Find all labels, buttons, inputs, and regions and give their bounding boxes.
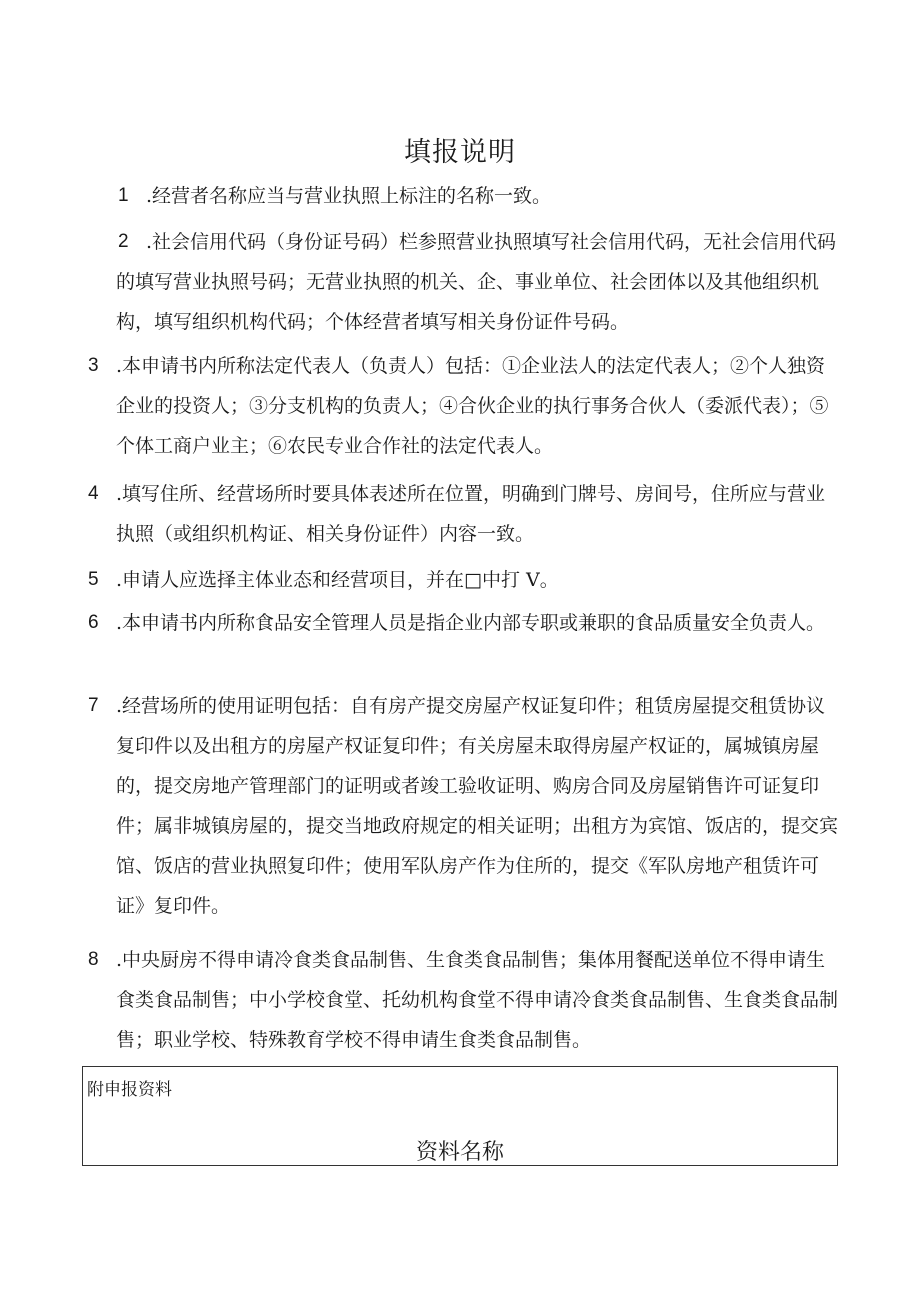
instruction-item-3 [88,346,840,466]
page-title: 填报说明 [404,137,516,168]
item-text: .填写住所、经营场所时要具体表述所在位置，明确到门牌号、房间号，住所应与营业执照（或组织机构证、相关身份证件）内容一致。 [116,483,826,545]
item-number: 7 [88,695,99,716]
item-number: 5 [88,569,99,590]
item-text: .中央厨房不得申请冷食类食品制售、生食类食品制售；集体用餐配送单位不得申请生食类食品制售；中小学校食堂、托幼机构食堂不得申请冷食类食品制售、生食类食品制售；职业学校、特殊教育学校不得申请生食类食品制售。 [116,949,839,1051]
item-number: 3 [88,355,99,376]
item-text: .经营场所的使用证明包括：自有房产提交房屋产权证复印件；租赁房屋提交租赁协议复印件以及出租方的房屋产权证复印件；有关房屋未取得房屋产权证的，属城镇房屋的，提交房地产管理部门的证明或者竣工验收证明、购房合同及房屋销售许可证复印件；属非城镇房屋的，提交当地政府规定的相关证明；出租方为宾馆、饭店的，提交宾馆、饭店的营业执照复印件；使用军队房产作为住所的，提交《军队房地产租赁许可证》复印件。 [116,695,839,917]
instruction-item-7 [88,686,840,926]
instruction-item-1 [88,176,840,216]
item-number: 1 [118,185,129,206]
item-text: .社会信用代码（身份证号码）栏参照营业执照填写社会信用代码，无社会信用代码的填写营业执照号码；无营业执照的机关、企、事业单位、社会团体以及其他组织机构，填写组织机构代码；个体经营者填写相关身份证件号码。 [116,231,837,333]
instruction-item-5 [88,560,840,600]
instruction-item-8 [88,940,840,1060]
item-text: .经营者名称应当与营业执照上标注的名称一致。 [146,185,552,207]
item-text: .本申请书内所称食品安全管理人员是指企业内部专职或兼职的食品质量安全负责人。 [116,612,826,634]
materials-heading: 附申报资料 [87,1080,172,1100]
instruction-item-6 [88,603,840,643]
item-number: 4 [88,483,99,504]
instruction-item-2 [88,222,840,342]
materials-table [82,1066,838,1166]
materials-column-name: 资料名称 [415,1140,504,1165]
item-number: 6 [88,612,99,633]
instruction-item-4 [88,474,840,554]
item-number: 8 [88,949,99,970]
item-number: 2 [118,231,129,252]
item-text: .申请人应选择主体业态和经营项目，并在□中打 V。 [116,569,559,591]
item-text: .本申请书内所称法定代表人（负责人）包括：①企业法人的法定代表人；②个人独资企业的投资人；③分支机构的负责人；④合伙企业的执行事务合伙人（委派代表）；⑤个体工商户业主；⑥农民专业合作社的法定代表人。 [116,355,829,457]
